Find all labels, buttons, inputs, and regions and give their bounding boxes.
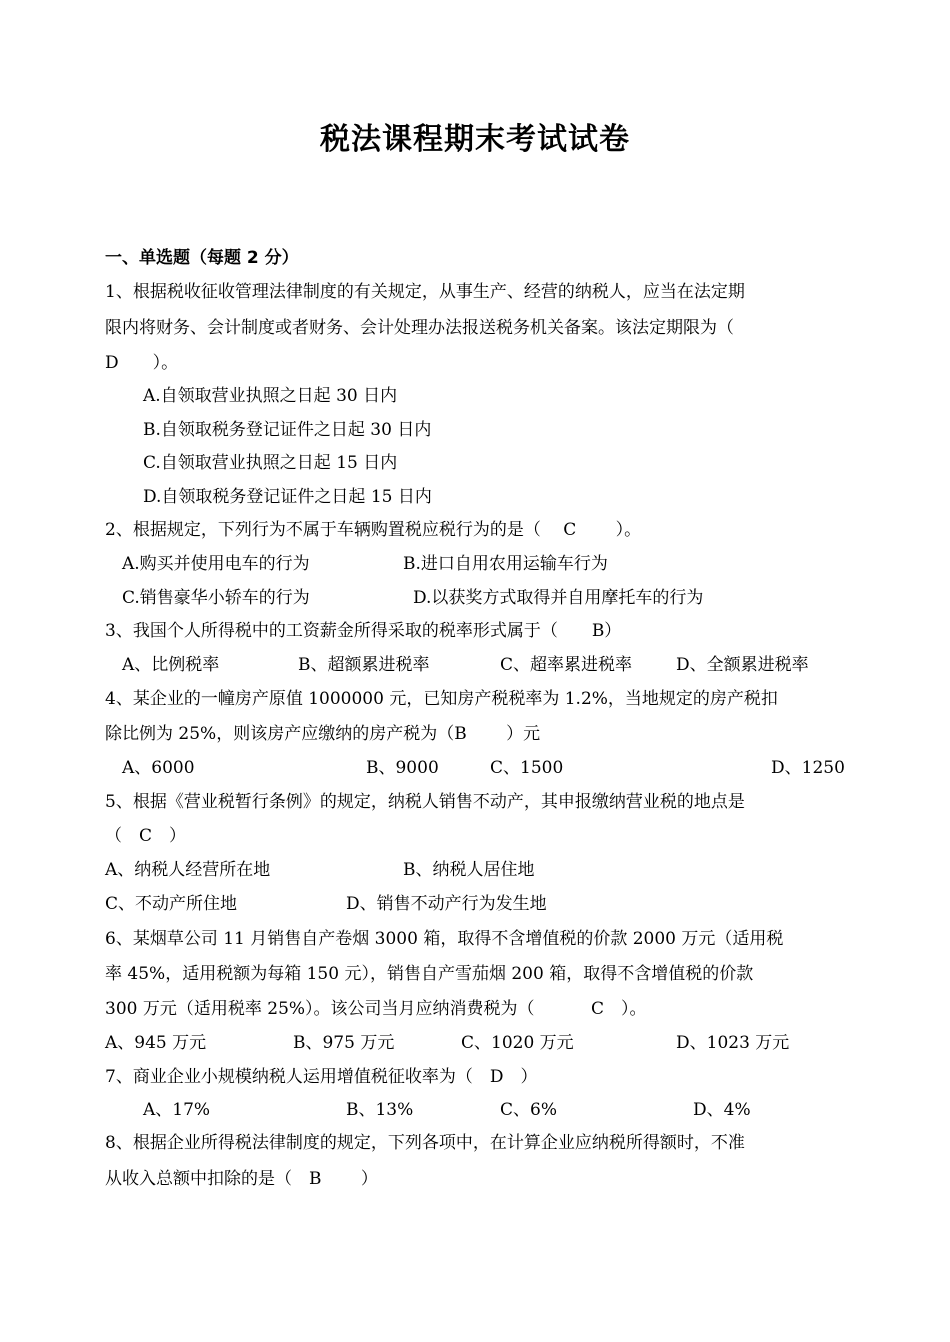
q4-option-d: D、1250 [771,758,845,778]
q6-option-b: B、975 万元 [293,1033,395,1053]
q6-option-c: C、1020 万元 [461,1033,574,1053]
q6-stem-line3: 300 万元（适用税率 25%）。该公司当月应纳消费税为（ C ）。 [105,999,647,1019]
q7-option-a: A、17% [143,1100,211,1120]
q7-option-b: B、13% [346,1100,414,1120]
q6-option-a: A、945 万元 [105,1033,207,1053]
section-heading: 一、单选题（每题 2 分） [105,248,299,268]
page-title: 税法课程期末考试试卷 [320,122,630,157]
q6-stem-line2: 率 45%，适用税额为每箱 150 元），销售自产雪茄烟 200 箱，取得不含增值税的价款 [105,964,754,984]
q5-option-a: A、纳税人经营所在地 [105,860,271,880]
q4-stem-line2: 除比例为 25%，则该房产应缴纳的房产税为（B ）元 [105,724,541,744]
q2-option-a: A.购买并使用电车的行为 [122,554,310,574]
q2-option-b: B.进口自用农用运输车行为 [403,554,608,574]
q5-option-d: D、销售不动产行为发生地 [346,894,547,914]
q1-option-c: C.自领取营业执照之日起 15 日内 [143,453,398,473]
q4-option-c: C、1500 [490,758,564,778]
q1-option-a: A.自领取营业执照之日起 30 日内 [143,386,398,406]
q8-stem-line1: 8、根据企业所得税法律制度的规定，下列各项中，在计算企业应纳税所得额时，不准 [105,1133,745,1153]
q1-stem-line2: 限内将财务、会计制度或者财务、会计处理办法报送税务机关备案。该法定期限为（ [105,318,734,338]
q3-option-a: A、比例税率 [122,655,220,675]
q3-option-c: C、超率累进税率 [500,655,633,675]
q5-option-c: C、不动产所住地 [105,894,238,914]
q2-option-d: D.以获奖方式取得并自用摩托车的行为 [413,588,704,608]
q6-option-d: D、1023 万元 [676,1033,790,1053]
q3-option-d: D、全额累进税率 [676,655,809,675]
q1-option-b: B.自领取税务登记证件之日起 30 日内 [143,420,432,440]
q2-stem: 2、根据规定，下列行为不属于车辆购置税应税行为的是（ C ）。 [105,520,642,540]
q6-stem-line1: 6、某烟草公司 11 月销售自产卷烟 3000 箱，取得不含增值税的价款 2000 万元（适用税 [105,929,784,949]
q5-option-b: B、纳税人居住地 [403,860,535,880]
q3-option-b: B、超额累进税率 [298,655,430,675]
q3-stem: 3、我国个人所得税中的工资薪金所得采取的税率形式属于（ B） [105,621,622,641]
q8-stem-line2: 从收入总额中扣除的是（ B ） [105,1169,378,1189]
q1-stem-line3: D ）。 [105,353,179,373]
q7-option-d: D、4% [693,1100,751,1120]
q5-stem-line1: 5、根据《营业税暂行条例》的规定，纳税人销售不动产，其申报缴纳营业税的地点是 [105,792,745,812]
q4-stem-line1: 4、某企业的一幢房产原值 1000000 元，已知房产税税率为 1.2%，当地规定的房产税扣 [105,689,778,709]
q4-option-b: B、9000 [366,758,439,778]
q7-stem: 7、商业企业小规模纳税人运用增值税征收率为（ D ） [105,1067,538,1087]
q2-option-c: C.销售豪华小轿车的行为 [122,588,310,608]
q1-option-d: D.自领取税务登记证件之日起 15 日内 [143,487,432,507]
q4-option-a: A、6000 [122,758,195,778]
q7-option-c: C、6% [500,1100,557,1120]
q1-stem-line1: 1、根据税收征收管理法律制度的有关规定，从事生产、经营的纳税人，应当在法定期 [105,282,745,302]
q5-stem-line2: （ C ） [105,826,187,846]
